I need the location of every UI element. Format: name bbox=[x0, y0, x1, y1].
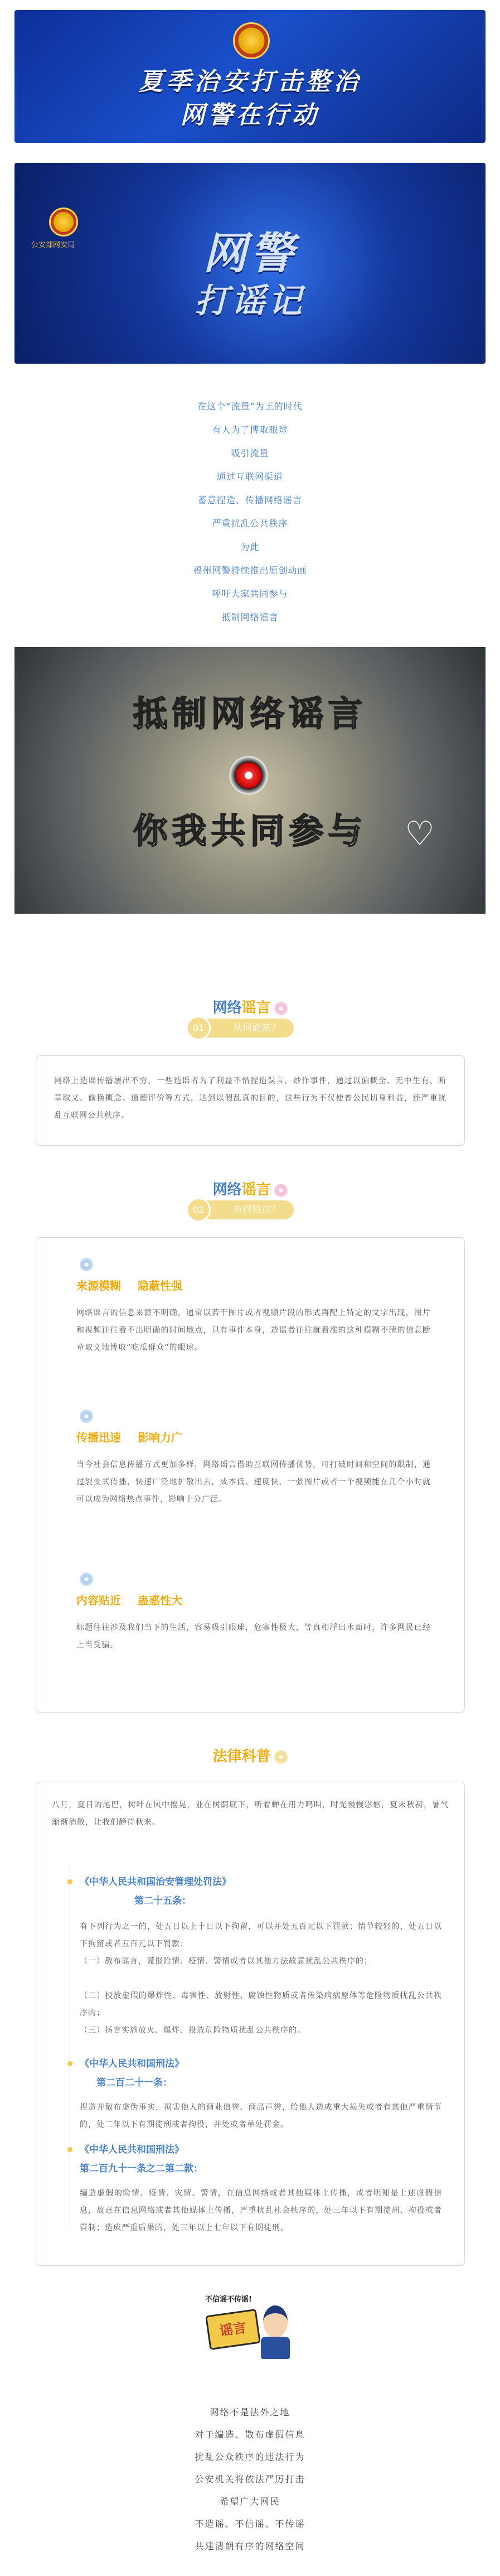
police-badge-icon bbox=[233, 22, 270, 59]
cartoon-sign bbox=[205, 2309, 261, 2350]
feature-heading-a: 来源模糊 bbox=[76, 1279, 121, 1292]
flower-icon bbox=[80, 1572, 93, 1586]
feature-heading-b: 蛊惑性大 bbox=[138, 1594, 182, 1607]
banner-anti-rumor bbox=[14, 163, 486, 364]
section1-title-a: 网络 bbox=[212, 1000, 242, 1016]
section1-title bbox=[0, 996, 500, 1017]
closing-line: 网络不是法外之地 bbox=[210, 2407, 290, 2418]
section2-card bbox=[36, 1237, 465, 1712]
closing-line: 不造谣、不信谣、不传谣 bbox=[195, 2519, 305, 2529]
law-article: 第二十五条： bbox=[134, 1895, 191, 1907]
banner-org: 公安部网安局 bbox=[31, 241, 75, 249]
feature-heading bbox=[76, 1429, 182, 1445]
banner2-title-line1: 网警 bbox=[203, 229, 297, 279]
law-title: 《中华人民共和国刑法》 bbox=[80, 2058, 184, 2070]
closing-line: 对于编造、散布虚假信息 bbox=[195, 2429, 305, 2440]
banner-title-line1: 夏季治安打击整治 bbox=[138, 67, 362, 96]
feature-heading-a: 传播迅速 bbox=[76, 1431, 121, 1444]
feature-heading-b: 影响力广 bbox=[138, 1431, 182, 1444]
section2-num: 02 bbox=[186, 1198, 211, 1222]
feature-text: 当今社会信息传播方式更加多样，网络谣言借助互联网传播优势，可打破时间和空间的限制，通过裂变式传播，快速广泛地扩散出去，成本低、速度快，一张图片或者一个视频能在几个小时就可以成为网络热点事件，影响十分广泛。 bbox=[76, 1460, 431, 1504]
police-uniform-icon bbox=[261, 2337, 290, 2359]
feature-heading bbox=[76, 1591, 182, 1608]
campaign-photo bbox=[14, 647, 486, 914]
law-article: 第二百二十一条： bbox=[96, 2077, 172, 2088]
section3-intro: 八月，夏日的尾巴，树叶在风中摇晃，业在树荫底下，听着蝉在用力鸣叫，时光慢慢悠悠，夏末秋初，暑气渐渐消散，让我们静待秋来。 bbox=[52, 1801, 449, 1827]
police-officer-icon bbox=[263, 2305, 288, 2338]
section3-card bbox=[36, 1782, 465, 2266]
closing-line: 希望广大网民 bbox=[220, 2496, 280, 2507]
law-para: （二）投放虚假的爆炸性、毒害性、放射性、腐蚀性物质或者传染病病原体等危险物质扰乱公共秩序的； bbox=[80, 1991, 442, 2018]
section2-title-a: 网络 bbox=[212, 1181, 242, 1198]
heart-icon: ♡ bbox=[405, 814, 435, 853]
intro-line: 为此 bbox=[240, 542, 260, 552]
cartoon-sign-text: 谣言 bbox=[219, 2319, 247, 2339]
timeline-dot bbox=[67, 1879, 72, 1884]
timeline-dot bbox=[67, 2147, 72, 2152]
flower-icon bbox=[274, 1184, 288, 1197]
section1-card bbox=[36, 1055, 465, 1146]
law-title: 《中华人民共和国治安管理处罚法》 bbox=[80, 1876, 231, 1888]
banner-title-line2: 网警在行动 bbox=[180, 101, 320, 129]
banner-summer-campaign bbox=[14, 10, 486, 143]
intro-line: 有人为了博取眼球 bbox=[212, 424, 288, 435]
law-title: 《中华人民共和国刑法》 bbox=[80, 2144, 184, 2155]
section3-title-a: 法律 bbox=[212, 1748, 242, 1765]
intro-line: 严重扰乱公共秩序 bbox=[212, 518, 288, 529]
feature-heading-a: 内容贴近 bbox=[76, 1594, 121, 1607]
section1-num: 01 bbox=[186, 1016, 211, 1040]
cartoon-caption: 不信谣不传谣! bbox=[205, 2295, 252, 2304]
intro-line: 福州网警持续推出原创动画 bbox=[193, 565, 307, 576]
section2-pill-label: 有何特点？ bbox=[233, 1204, 280, 1215]
intro-line: 通过互联网渠道 bbox=[216, 471, 283, 482]
target-icon bbox=[226, 753, 271, 798]
section2-title bbox=[0, 1178, 500, 1199]
law-para: （三）扬言实施放火、爆炸、投放危险物质扰乱公共秩序的。 bbox=[80, 2026, 305, 2035]
law-para: 有下列行为之一的，处五日以上十日以下拘留，可以并处五百元以下罚款；情节较轻的，处五日以下拘留或者五百元以下罚款： bbox=[80, 1922, 442, 1948]
closing-line: 公安机关将依法严厉打击 bbox=[195, 2474, 305, 2485]
section2-title-b: 谣言 bbox=[241, 1181, 271, 1198]
intro-line: 呼吁大家共同参与 bbox=[212, 588, 288, 599]
closing-line: 共建清朗有序的网络空间 bbox=[195, 2541, 305, 2551]
section3-title bbox=[0, 1745, 500, 1765]
flower-icon bbox=[80, 1410, 93, 1423]
flower-icon bbox=[274, 1750, 288, 1764]
feature-text: 标题往往涉及我们当下的生活，容易吸引眼球，危害性极大，等真相浮出水面时，许多网民已经上当受骗。 bbox=[76, 1623, 431, 1649]
law-para: 捏造并散布虚伪事实，损害他人的商业信誉、商品声誉，给他人造成重大损失或者有其他严重情节的，处二年以下有期徒刑或者拘役，并处或者单处罚金。 bbox=[80, 2103, 442, 2129]
no-rumor-cartoon bbox=[205, 2290, 294, 2362]
section1-title-b: 谣言 bbox=[241, 1000, 271, 1016]
feature-text: 网络谣言的信息来源不明确，通常以若干图片或者视频片段的形式再配上特定的文字出现，图片和视频往往看不出明确的时间地点，只有事件本身，造谣者往往就看准的这种模糊不清的信息断章取义地博取“吃瓜群众”的眼球。 bbox=[76, 1309, 431, 1352]
intro-line: 在这个“流量”为王的时代 bbox=[197, 401, 303, 412]
intro-line: 吸引流量 bbox=[231, 448, 269, 459]
photo-text-line1: 抵制网络谣言 bbox=[133, 693, 367, 734]
feature-heading-b: 隐蔽性强 bbox=[138, 1279, 182, 1292]
flower-icon bbox=[80, 1258, 93, 1271]
intro-line: 蓄意捏造、传播网络谣言 bbox=[197, 495, 302, 505]
law-para: （一）散布谣言，谎报险情、疫情、警情或者以其他方法故意扰乱公共秩序的； bbox=[80, 1957, 372, 1966]
section1-text: 网络上造谣传播屡出不穷，一些造谣者为了利益不惜捏造误言，炒作事件，通过以偏概全、无中生有、断章取义、偷换概念、道德评价等方式，达到以假乱真的目的，这些行为不仅使普公民切身利益，还严重扰乱互联网公共秩序。 bbox=[54, 1077, 446, 1120]
feature-heading bbox=[76, 1277, 182, 1293]
law-para: 编造虚假的险情、疫情、灾情、警情，在信息网络或者其他媒体上传播，或者明知是上述虚假信息，故意在信息网络或者其他媒体上传播，严重扰乱社会秩序的，处三年以下有期徒刑、拘役或者管制；造成严重后果的，处三年以上七年以下有期徒刑。 bbox=[80, 2189, 442, 2232]
section3-title-b: 科普 bbox=[241, 1748, 271, 1765]
section1-pill-label: 从何而来？ bbox=[233, 1022, 280, 1034]
closing-line: 扰乱公众秩序的违法行为 bbox=[195, 2452, 305, 2462]
flower-icon bbox=[274, 1002, 288, 1015]
banner2-title-line2: 打谣记 bbox=[195, 282, 305, 321]
law-article: 第二百九十一条之二第二款： bbox=[80, 2163, 203, 2174]
intro-line: 抵制网络谣言 bbox=[221, 612, 279, 623]
photo-text-line2: 你我共同参与 bbox=[133, 811, 367, 851]
timeline-dot bbox=[67, 2061, 72, 2066]
